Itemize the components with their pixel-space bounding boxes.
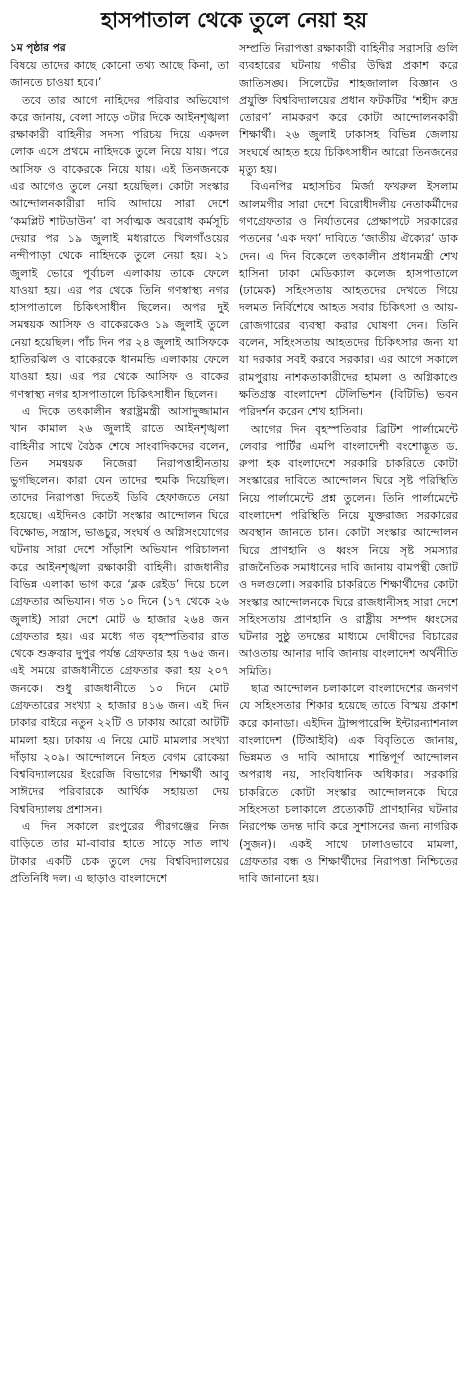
paragraph: তবে তার আগে নাহিদের পরিবার অভিযোগ করে জানায়, বেলা সাড়ে ৩টার দিকে আইনশৃঙ্খলা রক্ষাকারী বাহিনীর সদস্য পরিচয় দিয়ে একদল লোক এসে প্রথমে নাহিদকে তুলে নিয়ে যায়। পরে আসিফ ও বাকেরকে নিয়ে যায়। এই তিনজনকে এর আগেও তুলে নেয়া হয়েছিল। কোটা সংস্কার আন্দোলনকারীরা দাবি আদায়ে সারা দেশে ‘কমপ্লিট শাটডাউন’ বা সর্বাত্মক অবরোধ কর্মসূচি দেয়ার পর ১৯ জুলাই মধ্যরাতে খিলগাঁওয়ের নন্দীপাড়া থেকে নাহিদকে তুলে নেয়া হয়। ২১ জুলাই ভোরে পূর্বাচল এলাকায় তাকে ফেলে যাওয়া হয়। এর পর থেকে তিনি গণস্বাস্থ্য নগর হাসপাতালে চিকিৎসাধীন ছিলেন। অপর দুই সমন্বয়ক আসিফ ও বাকেরকেও ১৯ জুলাই তুলে নেয়া হয়েছিল। পাঁচ দিন পর ২৪ জুলাই আসিফকে হাতিরঝিল ও বাকেরকে ধানমন্ডি এলাকায় ফেলে যাওয়া হয়। এর পর থেকে আসিফ ও বাকের গণস্বাস্থ্য নগর হাসপাতালে চিকিৎসাধীন ছিলেন। [10,93,229,401]
paragraph: এ দিন সকালে রংপুরের পীরগঞ্জের নিজ বাড়িতে তার মা-বাবার হাতে সাড়ে সাত লাখ টাকার একটি চেক তুলে দেয় বিশ্ববিদ্যালয়ের প্রতিনিধি দল। এ ছাড়াও বাংলাদেশে [10,820,229,885]
paragraph: এ দিকে তৎকালীন স্বরাষ্ট্রমন্ত্রী আসাদুজ্জামান খান কামাল ২৬ জুলাই রাতে আইনশৃঙ্খলা বাহিনীর সাথে বৈঠক শেষে সাংবাদিকদের বলেন, তিন সমন্বয়ক নিজেরা নিরাপত্তাহীনতায় ভুগছিলেন। কারা যেন তাদের হুমকি দিয়েছিল। তাদের নিরাপত্তা দিতেই ডিবি হেফাজতে নেয়া হয়েছে। এইদিনও কোটা সংস্কার আন্দোলন ঘিরে বিক্ষোভ, সন্ত্রাস, ভাঙচুর, সংঘর্ষ ও অগ্নিসংযোগের ঘটনায় সারা দেশে সাঁড়াশি অভিযান পরিচালনা করে আইনশৃঙ্খলা রক্ষাকারী বাহিনী। রাজধানীর বিভিন্ন এলাকা ভাগ করে ‘ব্লক রেইড’ দিয়ে চলে গ্রেফতার অভিযান। গত ১০ দিনে (১৭ থেকে ২৬ জুলাই) সারা দেশে মোট ৬ হাজার ২৬৪ জন গ্রেফতার হয়। এর মধ্যে গত বৃহস্পতিবার রাত থেকে শুক্রবার দুপুর পর্যন্ত গ্রেফতার হয় ৭৬৫ জন। এই সময়ে রাজধানীতে গ্রেফতার করা হয় ২০৭ জনকে। শুধু রাজধানীতে ১০ দিনে মোট গ্রেফতারের সংখ্যা ২ হাজার ৪১৬ জন। এই দিন ঢাকার বাইরে নতুন ২২টি ও ঢাকায় আরো আটটি মামলা হয়। ঢাকায় এ নিয়ে মোট মামলার সংখ্যা দাঁড়ায় ২০৯। আন্দোলনে নিহত বেগম রোকেয়া বিশ্ববিদ্যালয়ের ইংরেজি বিভাগের শিক্ষার্থী আবু সাঈদের পরিবারকে আর্থিক সহায়তা দেয় বিশ্ববিদ্যালয় প্রশাসন। [10,404,229,816]
paragraph: বিষয়ে তাদের কাছে কোনো তথ্য আছে কিনা, তা জানতে চাওয়া হবে।’ [10,59,229,90]
paragraph: সম্প্রতি নিরাপত্তা রক্ষাকারী বাহিনীর সরাসরি গুলি ব্যবহারের ঘটনায় গভীর উদ্বিগ্ন প্রকাশ করে জাতিসঙ্ঘ। সিলেটের শাহজালাল বিজ্ঞান ও প্রযুক্তি বিশ্ববিদ্যালয়ের প্রধান ফটকটির ‘শহীদ রুদ্র তোরণ’ নামকরণ করে কোটা আন্দোলনকারী শিক্ষার্থী। ২৬ জুলাই ঢাকাসহ বিভিন্ন জেলায় সংঘর্ষে আহত হয়ে চিকিৎসাধীন আরো তিনজনের মৃত্যু হয়। [239,42,458,177]
article-body [10,40,458,1376]
paragraph: আগের দিন বৃহস্পতিবার ব্রিটিশ পার্লামেন্টে লেবার পার্টির এমপি বাংলাদেশী বংশোদ্ভূত ড. রুপা হক বাংলাদেশে সরকারি চাকরিতে কোটা সংস্কারের দাবিতে আন্দোলন ঘিরে সৃষ্ট পরিস্থিতি নিয়ে পার্লামেন্টে প্রশ্ন তুলেন। তিনি পার্লামেন্টে বাংলাদেশ পরিস্থিতি নিয়ে যুক্তরাজ্য সরকারের অবস্থান জানতে চান। কোটা সংস্কার আন্দোলন ঘিরে প্রাণহানি ও ধ্বংস নিয়ে সৃষ্ট সমস্যার রাজনৈতিক সমাধানের দাবি জানায় বামপন্থী জোট ও দলগুলো। সরকারি চাকরিতে শিক্ষার্থীদের কোটা সংস্কার আন্দোলনকে ঘিরে রাজধানীসহ সারা দেশে সহিংসতায় প্রাণহানি ও রাষ্ট্রীয় সম্পদ ধ্বংসের ঘটনার সুষ্ঠু তদন্তের মাধ্যমে দোষীদের বিচারের আওতায় আনার দাবি জানায় বাংলাদেশ অর্থনীতি সমিতি। [239,422,458,678]
left-column [10,40,229,1376]
paragraph: ছাত্র আন্দোলন চলাকালে বাংলাদেশের জনগণ যে সহিংসতার শিকার হয়েছে তাতে বিস্ময় প্রকাশ করে কানাডা। এইদিন ট্রান্সপারেন্সি ইন্টারন্যাশনাল বাংলাদেশ (টিআইবি) এক বিবৃতিতে জানায়, ভিন্নমত ও দাবি আদায়ে শান্তিপূর্ণ আন্দোলন অপরাধ নয়, সাংবিধানিক অধিকার। সরকারি চাকরিতে কোটা সংস্কার আন্দোলনকে ঘিরে সহিংসতা চলাকালে প্রত্যেকটি প্রাণহানির ঘটনার নিরপেক্ষ তদন্ত দাবি করে সুশাসনের জন্য নাগরিক (সুজন)। একই সাথে ঢালাওভাবে মামলা, গ্রেফতার বন্ধ ও শিক্ষার্থীদের নিরাপত্তা নিশ্চিতের দাবি জানানো হয়। [239,681,458,886]
continued-from-label: ১ম পৃষ্ঠার পর [10,42,66,54]
paragraph: বিএনপির মহাসচিব মির্জা ফখরুল ইসলাম আলমগীর সারা দেশে বিরোধীদলীয় নেতাকর্মীদের গণগ্রেফতার ও নির্যাতনের প্রেক্ষাপটে সরকারের পতনের ‘এক দফা’ দাবিতে ‘জাতীয় ঐক্যের’ ডাক দেন। এ দিন বিকেলে তৎকালীন প্রধানমন্ত্রী শেখ হাসিনা ঢাকা মেডিক্যাল কলেজ হাসপাতালে (ঢামেক) সহিংসতায় আহতদের দেখতে গিয়ে দলমত নির্বিশেষে আহত সবার চিকিৎসা ও আয়-রোজগারের ব্যবস্থা করার ঘোষণা দেন। তিনি বলেন, সহিংসতায় আহতদের চিকিৎসার জন্য যা যা দরকার সবই করবে সরকার। এর আগে সকালে রামপুরায় নাশকতাকারীদের হামলা ও অগ্নিকাণ্ডে ক্ষতিগ্রস্ত বাংলাদেশ টেলিভিশন (বিটিভি) ভবন পরিদর্শন করেন শেখ হাসিনা। [239,180,458,419]
right-column [239,40,458,1376]
article-headline: হাসপাতাল থেকে তুলে নেয়া হয় [100,8,368,32]
